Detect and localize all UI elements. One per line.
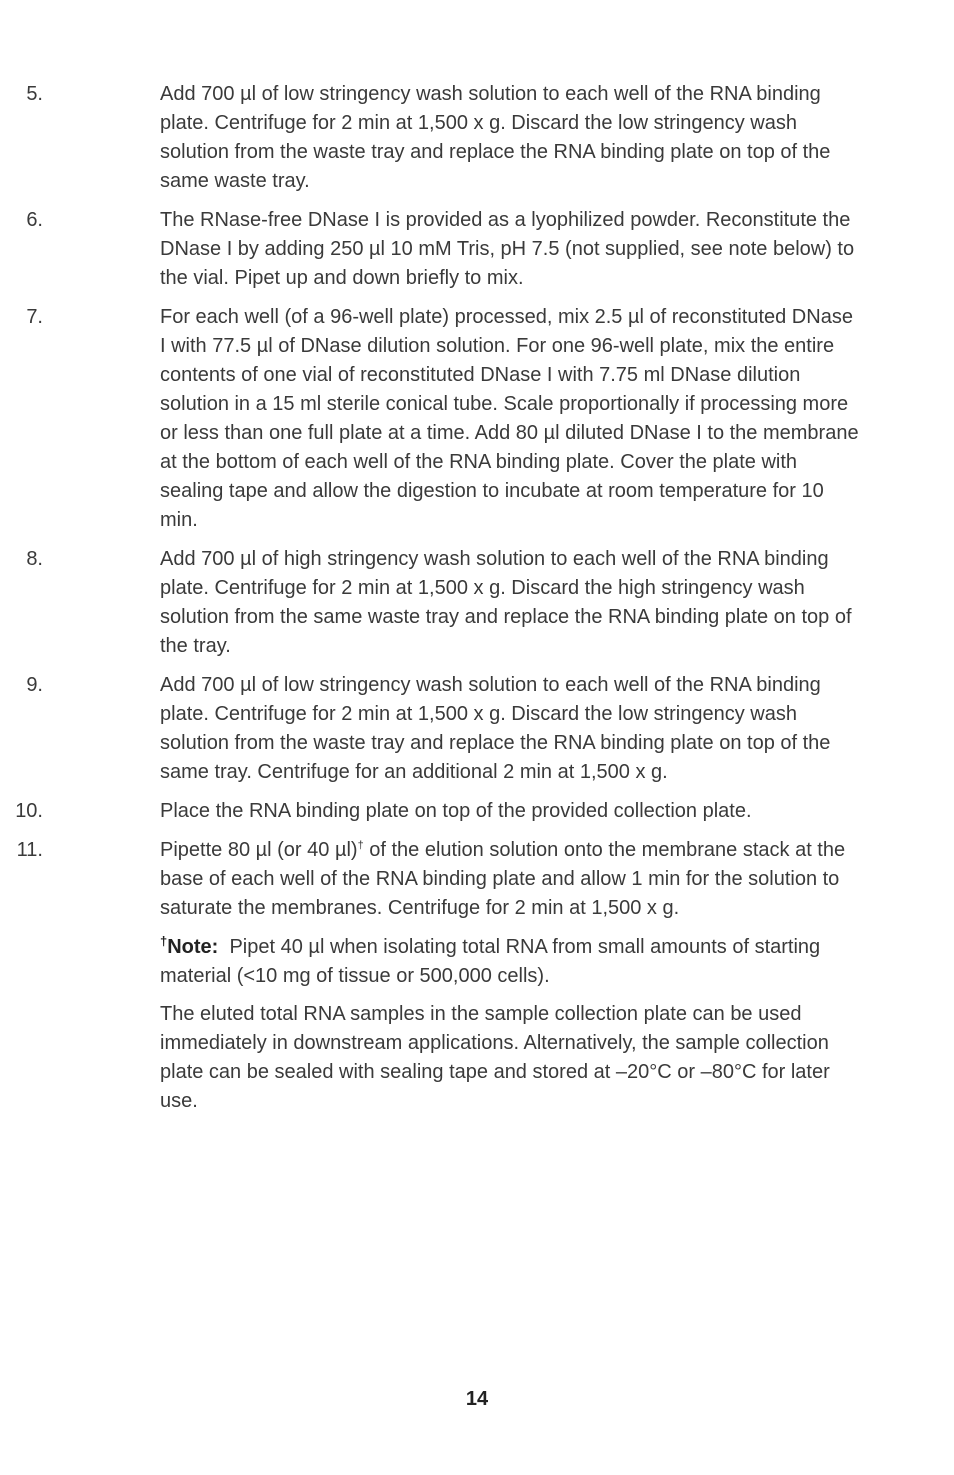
step-text: Add 700 µl of high stringency wash solution to each well of the RNA binding plate. Centrifuge for 2 min at 1,500 x g. Discard the high stringency wash solution from the same waste tray and replace the RNA binding plate on top of the tray. (160, 548, 852, 657)
dagger-footnote-marker: † (160, 933, 168, 949)
step-text: The RNase-free DNase I is provided as a lyophilized powder. Reconstitute the DNase I by adding 250 µl 10 mM Tris, pH 7.5 (not supplied, see note below) to the vial. Pipet up and down briefly to mix. (160, 209, 855, 289)
step-5 (0, 80, 860, 196)
note-text: Pipet 40 µl when isolating total RNA from small amounts of starting material (<10 mg of tissue or 500,000 cells). (160, 936, 821, 987)
step-11 (0, 836, 860, 923)
note-paragraph (0, 933, 860, 991)
procedure-steps (0, 80, 954, 1125)
step-10 (0, 797, 860, 826)
step-6 (0, 206, 860, 293)
step-number: 8. (26, 548, 43, 570)
note-label (160, 933, 219, 958)
step-8 (0, 545, 860, 661)
step-number: 6. (26, 209, 43, 231)
step-text: For each well (of a 96-well plate) processed, mix 2.5 µl of reconstituted DNase I with 77.5 µl of DNase dilution solution. For one 96-well plate, mix the entire contents of one vial of reconstituted DNase I with 7.75 ml DNase dilution solution in a 15 ml sterile conical tube. Scale proportionally if processing more or less than one full plate at a time. Add 80 µl diluted DNase I to the membrane at the bottom of each well of the RNA binding plate. Cover the plate with sealing tape and allow the digestion to incubate at room temperature for 10 min. (160, 306, 859, 531)
closing-paragraph: The eluted total RNA samples in the sample collection plate can be used immediately in downstream applications. Alternatively, the sample collection plate can be sealed with sealing tape and stored at –20°C or –80°C for later use. (160, 1003, 830, 1112)
step-number: 9. (26, 674, 43, 696)
step-9 (0, 671, 860, 787)
step-number: 11. (16, 839, 43, 861)
step-text-before: Pipette 80 µl (or 40 µl) (160, 839, 358, 861)
page-number: 14 (465, 1388, 489, 1410)
step-text-after: of the elution solution onto the membrane stack at the base of each well of the RNA binding plate and allow 1 min for the solution to saturate the membranes. Centrifuge for 2 min at 1,500 x g. (160, 839, 846, 919)
note-label-text: Note: (167, 936, 219, 958)
step-text: Add 700 µl of low stringency wash solution to each well of the RNA binding plate. Centrifuge for 2 min at 1,500 x g. Discard the low stringency wash solution from the waste tray and replace the RNA binding plate on top of the same waste tray. (160, 83, 831, 192)
step-text: Add 700 µl of low stringency wash solution to each well of the RNA binding plate. Centrifuge for 2 min at 1,500 x g. Discard the low stringency wash solution from the waste tray and replace the RNA binding plate on top of the same tray. Centrifuge for an additional 2 min at 1,500 x g. (160, 674, 831, 783)
step-text: Place the RNA binding plate on top of the provided collection plate. (160, 800, 752, 822)
step-number: 7. (26, 306, 43, 328)
step-7 (0, 303, 860, 535)
step-number: 10. (15, 800, 43, 822)
step-number: 5. (26, 83, 43, 105)
dagger-footnote-marker: † (357, 839, 364, 852)
